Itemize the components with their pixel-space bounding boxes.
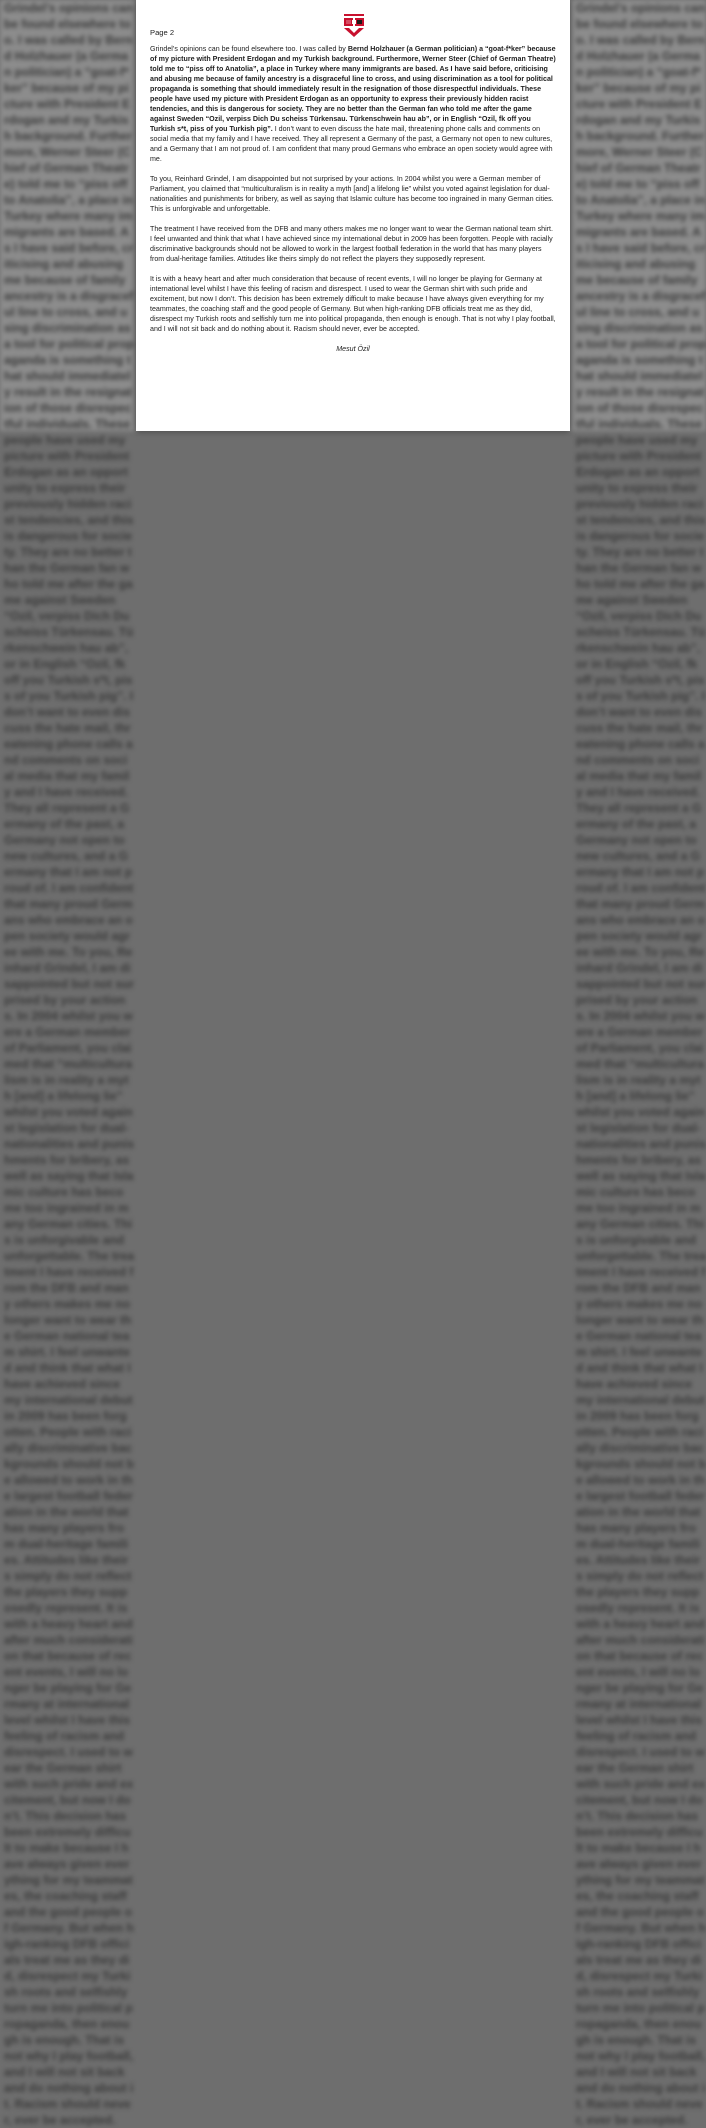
body-text: It is with a heavy heart and after much consideration that because of recent events, I will no longer be playing for Germany at international level whilst I have this feeling of racism and disrespect. I used to wear the German shirt with such pride and excitement, but now I don’t. This decision has been extremely difficult to make because I have always given everything for my teammates, the coaching staff and the good people of Germany. But when high-ranking DFB officials treat me as they did, disrespect my Turkish roots and selfishly turn me into political propaganda, then enough is enough. That is not why I play football, and I will not sit back and do nothing about it. Racism should never, ever be accepted.	[150, 275, 556, 333]
blurred-background-right: Grindel’s opinions can be found elsewhere too. I was called by Bernd Holzhauer (a German politician) a “goat-f*ker” because of my picture with President Erdogan and my Turkish background. Furthermore, Werner Steer (Chief of German Theatre) told me to “piss off to Anatolia”, a place in Turkey where many immigrants are based. As I have said before, criticising and abusing me because of family ancestry is a disgraceful line to cross, and using discrimination as a tool for political propaganda is something that should immediately result in the resignation of those disrespectful individuals. These people have used my picture with President Erdogan as an opportunity to express their previously hidden racist tendencies, and this is dangerous for society. They are no better than the German fan who told me after the game against Sweden “Ozil, verpiss Dich Du scheiss Türkensau. Türkenschwein hau ab”, or in English “Ozil, fk off you Turkish s*t, piss of you Turkish pig”. I don’t want to even discuss the hate mail, threatening phone calls and comments on social media that my family and I have received. They all represent a Germany of the past, a Germany not open to new cultures, and a Germany that I am not proud of. I am confident that many proud Germans who embrace an open society would agree with me. To you, Reinhard Grindel, I am disappointed but not surprised by your actions. In 2004 whilst you were a German member of Parliament, you claimed that “multiculturalism is in reality a myth [and] a lifelong lie” whilst you voted against legislation for dual-nationalities and punishments for bribery, as well as saying that Islamic culture has become too ingrained in many German cities. This is unforgivable and unforgettable. The treatment I have received from the DFB and many others makes me no longer want to wear the German national team shirt. I feel unwanted and think that what I have achieved since my international debut in 2009 has been forgotten. People with racially discriminative backgrounds should not be allowed to work in the largest football federation in the world that has many players from dual-heritage families. Attitudes like theirs simply do not reflect the players they supposedly represent. It is with a heavy heart and after much consideration that because of recent events, I will no longer be playing for Germany at international level whilst I have this feeling of racism and disrespect. I used to wear the German shirt with such pride and excitement, but now I don’t. This decision has been extremely difficult to make because I have always given everything for my teammates, the coaching staff and the good people of Germany. But when high-ranking DFB officials treat me as they did, disrespect my Turkish roots and selfishly turn me into political propaganda, then enough is enough. That is not why I play football, and I will not sit back and do nothing about it. Racism should never, ever be accepted.	[576, 1, 706, 2127]
letter-body	[150, 44, 556, 334]
blurred-background-left: Grindel’s opinions can be found elsewhere too. I was called by Bernd Holzhauer (a German politician) a “goat-f*ker” because of my picture with President Erdogan and my Turkish background. Furthermore, Werner Steer (Chief of German Theatre) told me to “piss off to Anatolia”, a place in Turkey where many immigrants are based. As I have said before, criticising and abusing me because of family ancestry is a disgraceful line to cross, and using discrimination as a tool for political propaganda is something that should immediately result in the resignation of those disrespectful individuals. These people have used my picture with President Erdogan as an opportunity to express their previously hidden racist tendencies, and this is dangerous for society. They are no better than the German fan who told me after the game against Sweden “Ozil, verpiss Dich Du scheiss Türkensau. Türkenschwein hau ab”, or in English “Ozil, fk off you Turkish s*t, piss of you Turkish pig”. I don’t want to even discuss the hate mail, threatening phone calls and comments on social media that my family and I have received. They all represent a Germany of the past, a Germany not open to new cultures, and a Germany that I am not proud of. I am confident that many proud Germans who embrace an open society would agree with me. To you, Reinhard Grindel, I am disappointed but not surprised by your actions. In 2004 whilst you were a German member of Parliament, you claimed that “multiculturalism is in reality a myth [and] a lifelong lie” whilst you voted against legislation for dual-nationalities and punishments for bribery, as well as saying that Islamic culture has become too ingrained in many German cities. This is unforgivable and unforgettable. The treatment I have received from the DFB and many others makes me no longer want to wear the German national team shirt. I feel unwanted and think that what I have achieved since my international debut in 2009 has been forgotten. People with racially discriminative backgrounds should not be allowed to work in the largest football federation in the world that has many players from dual-heritage families. Attitudes like theirs simply do not reflect the players they supposedly represent. It is with a heavy heart and after much consideration that because of recent events, I will no longer be playing for Germany at international level whilst I have this feeling of racism and disrespect. I used to wear the German shirt with such pride and excitement, but now I don’t. This decision has been extremely difficult to make because I have always given everything for my teammates, the coaching staff and the good people of Germany. But when high-ranking DFB officials treat me as they did, disrespect my Turkish roots and selfishly turn me into political propaganda, then enough is enough. That is not why I play football, and I will not sit back and do nothing about it. Racism should never, ever be accepted.	[4, 1, 135, 2127]
bold-text: Bernd Holzhauer (a German politician) a “goat-f*ker” because of my picture with President Erdogan and my Turkish background. Furthermore, Werner Steer (Chief of German Theatre) told me to “piss off to Anatolia”, a place in Turkey where many immigrants are based. As I have said before, criticising and abusing me because of family ancestry is a disgraceful line to cross, and using discrimination as a tool for political propaganda is something that should immediately result in the resignation of those disrespectful individuals. These people have used my picture with President Erdogan as an opportunity to express their previously hidden racist tendencies, and this is dangerous for society. They are no better than the German fan who told me after the game against Sweden “Ozil, verpiss Dich Du scheiss Türkensau. Türkenschwein hau ab”, or in English “Ozil, fk off you Turkish s*t, piss of you Turkish pig”.	[150, 45, 556, 133]
mesut-ozil-logo-icon	[341, 12, 367, 38]
letter-paragraph	[150, 44, 556, 164]
body-text: I don’t want to even discuss the hate mail, threatening phone calls and comments on social media that my family and I have received. They all represent a Germany of the past, a Germany not open to new cultures, and a Germany that I am not proud of. I am confident that many proud Germans who embrace an open society would agree with me.	[150, 125, 553, 163]
page-number: Page 2	[150, 28, 175, 37]
signature: Mesut Özil	[336, 345, 370, 353]
letter-paragraph	[150, 174, 556, 214]
body-text: The treatment I have received from the DFB and many others makes me no longer want to wear the German national team shirt. I feel unwanted and think that what I have achieved since my international debut in 2009 has been forgotten. People with racially discriminative backgrounds should not be allowed to work in the largest football federation in the world that has many players from dual-heritage families. Attitudes like theirs simply do not reflect the players they supposedly represent.	[150, 225, 553, 263]
letter-paragraph	[150, 274, 556, 334]
letter-page	[136, 0, 570, 431]
body-text: Grindel’s opinions can be found elsewhere too. I was called by	[150, 45, 348, 53]
letter-paragraph	[150, 224, 556, 264]
body-text: To you, Reinhard Grindel, I am disappointed but not surprised by your actions. In 2004 whilst you were a German member of Parliament, you claimed that “multiculturalism is in reality a myth [and] a lifelong lie” whilst you voted against legislation for dual-nationalities and punishments for bribery, as well as saying that Islamic culture has become too ingrained in many German cities. This is unforgivable and unforgettable.	[150, 175, 554, 213]
